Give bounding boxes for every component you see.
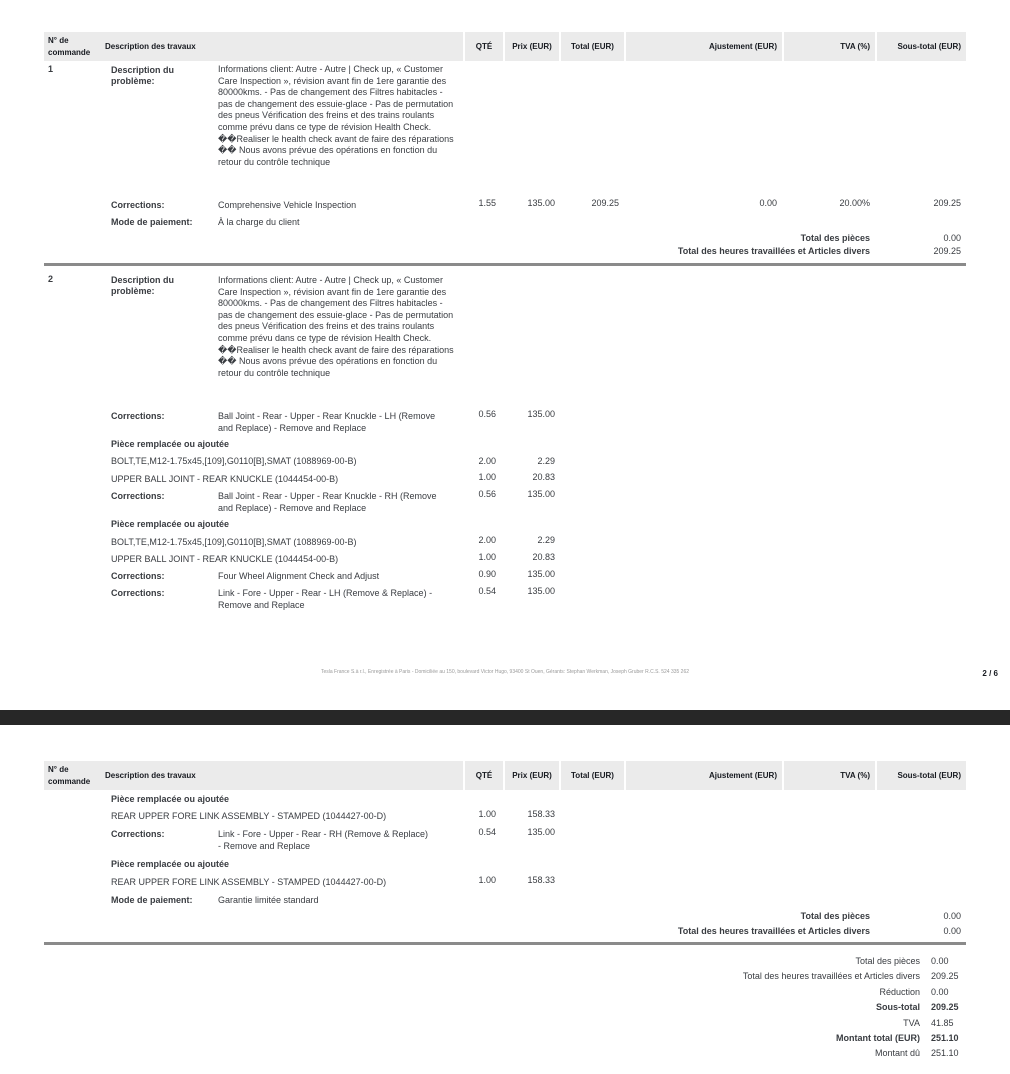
corrections-label: Corrections: <box>111 491 165 501</box>
part-price: 20.83 <box>532 472 555 482</box>
header-total: Total (EUR) <box>561 32 624 61</box>
invoice-page-3 <box>0 725 1010 1074</box>
header-description: Description des travaux <box>100 32 463 61</box>
header-order-no: N° de commande <box>44 761 100 790</box>
total-hours-value: 209.25 <box>933 246 961 256</box>
correction-price: 135.00 <box>527 569 555 579</box>
part-description: BOLT,TE,M12-1.75x45,[109],G0110[B],SMAT (1088969-00-B) <box>111 456 357 466</box>
page-number: 2 / 6 <box>982 669 998 678</box>
legal-footer: Tesla France S.à r.l., Enregistrée à Paris - Domiciliée au 150, boulevard Victor Hugo, 93400 St Ouen, Gérants: Stephan Werkman, Joseph Gruber R.C.S. 524 335 262 <box>320 669 690 675</box>
part-price: 158.33 <box>527 875 555 885</box>
correction-total: 209.25 <box>591 198 619 208</box>
total-hours-label: Total des heures travaillées et Articles divers <box>677 246 870 256</box>
page-separator <box>0 710 1010 725</box>
part-qty: 1.00 <box>478 552 496 562</box>
summary-value: 41.85 <box>931 1017 954 1028</box>
summary-value: 0.00 <box>931 986 949 997</box>
part-qty: 1.00 <box>478 875 496 885</box>
corrections-label: Corrections: <box>111 571 165 581</box>
table-header <box>44 761 966 790</box>
part-price: 20.83 <box>532 552 555 562</box>
summary-value: 251.10 <box>931 1033 959 1043</box>
part-description: UPPER BALL JOINT - REAR KNUCKLE (1044454-00-B) <box>111 474 339 484</box>
part-description: REAR UPPER FORE LINK ASSEMBLY - STAMPED (1044427-00-D) <box>111 811 387 821</box>
correction-price: 135.00 <box>527 827 555 837</box>
part-description: UPPER BALL JOINT - REAR KNUCKLE (1044454-00-B) <box>111 554 339 564</box>
problem-text: Informations client: Autre - Autre | Check up, « Customer Care Inspection », révision avant fin de 1ere garantie des 80000kms. - Pas de changement des Filtres habitacles - pas de changement des essuie-glace - Pas de permutation des pneus Vérification des freins et des trains roulants comme prévu dans ce type de révision Health Check. ��Realiser le health check avant de faire des réparations �� Nous avons prévue des opérations en fonction du retour du contrôle technique <box>218 64 454 167</box>
correction-text: Comprehensive Vehicle Inspection <box>218 200 357 210</box>
correction-qty: 0.56 <box>478 489 496 499</box>
correction-qty: 0.54 <box>478 586 496 596</box>
header-qty: QTÉ <box>465 761 503 790</box>
corrections-label: Corrections: <box>111 829 165 839</box>
correction-text: Ball Joint - Rear - Upper - Rear Knuckle - LH (Remove and Replace) - Remove and Replace <box>218 411 436 433</box>
parts-replaced-label: Pièce remplacée ou ajoutée <box>111 519 230 529</box>
part-qty: 2.00 <box>478 456 496 466</box>
correction-adjustment: 0.00 <box>759 198 777 208</box>
correction-qty: 0.90 <box>478 569 496 579</box>
problem-label: Description du problème: <box>111 275 175 296</box>
part-price: 158.33 <box>527 809 555 819</box>
correction-qty: 0.56 <box>478 409 496 419</box>
correction-vat: 20.00% <box>839 198 870 208</box>
order-divider <box>44 942 966 945</box>
payment-method: À la charge du client <box>218 217 300 227</box>
part-price: 2.29 <box>537 535 555 545</box>
parts-replaced-label: Pièce remplacée ou ajoutée <box>111 439 230 449</box>
correction-text: Link - Fore - Upper - Rear - RH (Remove & Replace) - Remove and Replace <box>218 829 429 851</box>
correction-subtotal: 209.25 <box>933 198 961 208</box>
table-header <box>44 32 966 61</box>
summary-value: 209.25 <box>931 971 959 982</box>
total-parts-label: Total des pièces <box>800 233 870 243</box>
summary-label: TVA <box>903 1017 920 1028</box>
header-order-no: N° de commande <box>44 32 100 61</box>
header-subtotal: Sous-total (EUR) <box>877 761 966 790</box>
payment-label: Mode de paiement: <box>111 217 193 227</box>
part-qty: 1.00 <box>478 472 496 482</box>
header-adjustment: Ajustement (EUR) <box>626 32 782 61</box>
summary-value: 0.00 <box>931 956 949 966</box>
corrections-label: Corrections: <box>111 411 165 421</box>
summary-label: Montant total (EUR) <box>836 1033 920 1043</box>
total-parts-value: 0.00 <box>943 233 961 243</box>
correction-price: 135.00 <box>527 489 555 499</box>
order-number: 1 <box>48 64 54 74</box>
total-parts-label: Total des pièces <box>800 911 870 921</box>
summary-label: Total des pièces <box>855 956 920 966</box>
part-price: 2.29 <box>537 456 555 466</box>
order-number: 2 <box>48 274 54 284</box>
payment-method: Garantie limitée standard <box>218 895 319 905</box>
part-qty: 1.00 <box>478 809 496 819</box>
header-adjustment: Ajustement (EUR) <box>626 761 782 790</box>
correction-qty: 1.55 <box>478 198 496 208</box>
total-parts-value: 0.00 <box>943 911 961 921</box>
summary-label: Total des heures travaillées et Articles divers <box>742 971 920 982</box>
header-vat: TVA (%) <box>784 32 875 61</box>
correction-text: Ball Joint - Rear - Upper - Rear Knuckle - RH (Remove and Replace) - Remove and Replace <box>218 491 437 513</box>
part-description: REAR UPPER FORE LINK ASSEMBLY - STAMPED (1044427-00-D) <box>111 877 387 887</box>
corrections-label: Corrections: <box>111 588 165 598</box>
part-description: BOLT,TE,M12-1.75x45,[109],G0110[B],SMAT (1088969-00-B) <box>111 537 357 547</box>
header-total: Total (EUR) <box>561 761 624 790</box>
correction-price: 135.00 <box>527 409 555 419</box>
header-qty: QTÉ <box>465 32 503 61</box>
corrections-label: Corrections: <box>111 200 165 210</box>
summary-value: 209.25 <box>931 1002 959 1013</box>
summary-label: Sous-total <box>876 1002 920 1013</box>
header-description: Description des travaux <box>100 761 463 790</box>
part-qty: 2.00 <box>478 535 496 545</box>
problem-label: Description du problème: <box>111 65 175 86</box>
total-hours-label: Total des heures travaillées et Articles divers <box>677 926 870 936</box>
parts-replaced-label: Pièce remplacée ou ajoutée <box>111 859 230 869</box>
problem-text: Informations client: Autre - Autre | Check up, « Customer Care Inspection », révision avant fin de 1ere garantie des 80000kms. - Pas de changement des Filtres habitacles - pas de changement des essuie-glace - Pas de permutation des pneus Vérification des freins et des trains roulants comme prévu dans ce type de révision Health Check. ��Realiser le health check avant de faire des réparations �� Nous avons prévue des opérations en fonction du retour du contrôle technique <box>218 275 454 378</box>
summary-value: 251.10 <box>931 1048 959 1059</box>
header-price: Prix (EUR) <box>505 761 559 790</box>
order-divider <box>44 263 966 266</box>
correction-text: Four Wheel Alignment Check and Adjust <box>218 571 380 581</box>
correction-price: 135.00 <box>527 198 555 208</box>
header-vat: TVA (%) <box>784 761 875 790</box>
correction-text: Link - Fore - Upper - Rear - LH (Remove & Replace) - Remove and Replace <box>218 588 433 610</box>
header-subtotal: Sous-total (EUR) <box>877 32 966 61</box>
correction-price: 135.00 <box>527 586 555 596</box>
parts-replaced-label: Pièce remplacée ou ajoutée <box>111 794 230 804</box>
payment-label: Mode de paiement: <box>111 895 193 905</box>
summary-label: Montant dû <box>874 1048 920 1059</box>
summary-label: Réduction <box>879 986 920 997</box>
header-price: Prix (EUR) <box>505 32 559 61</box>
correction-qty: 0.54 <box>478 827 496 837</box>
total-hours-value: 0.00 <box>943 926 961 936</box>
